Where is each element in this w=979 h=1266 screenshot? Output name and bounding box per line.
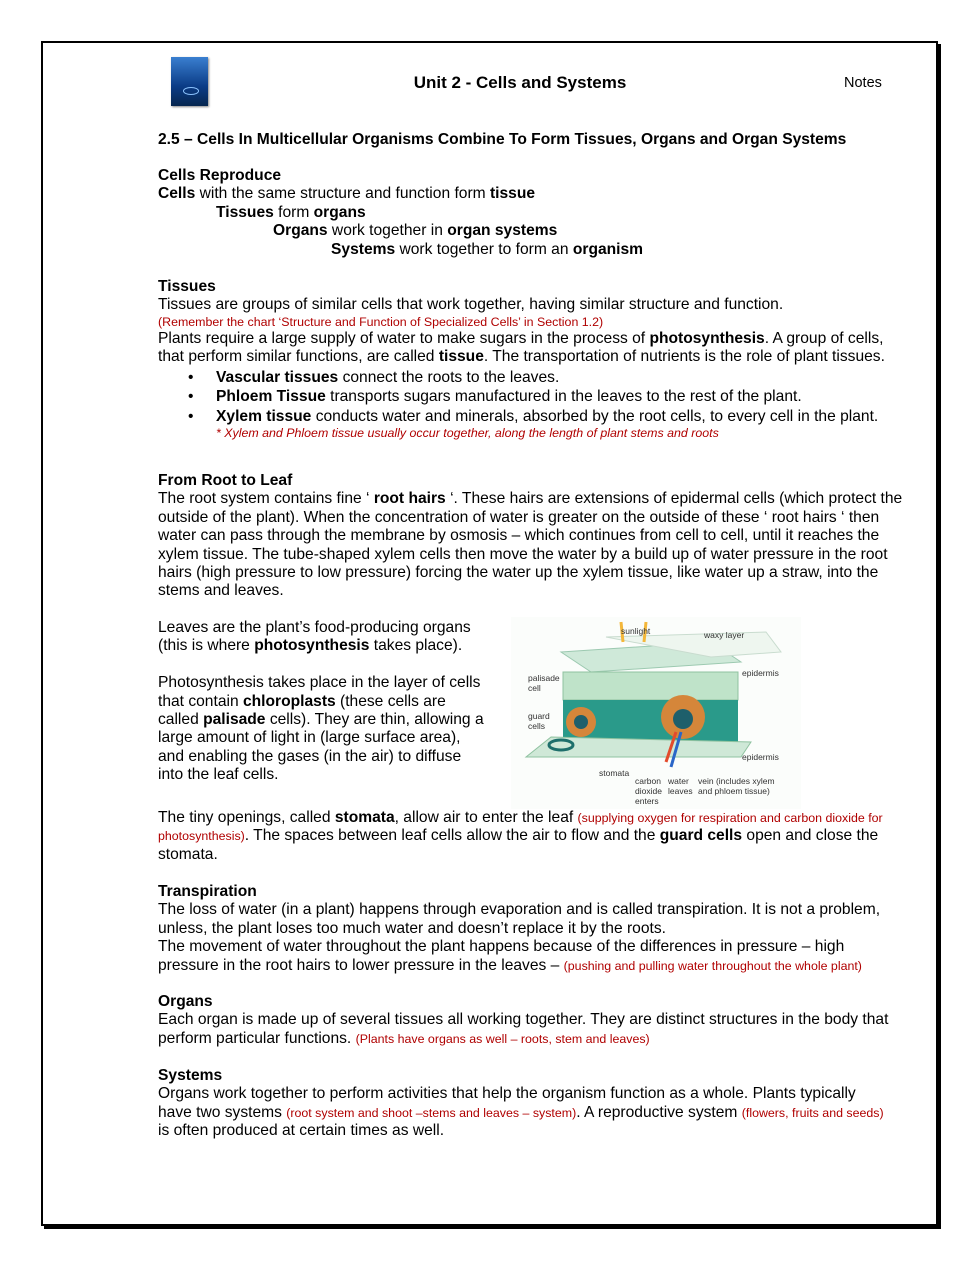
text: photosynthesis xyxy=(254,637,370,655)
text: palisade cell xyxy=(528,673,560,693)
text: * Xylem and Phloem tissue usually occur together, along the length of plant stems and roots xyxy=(216,426,719,441)
text: sunlight xyxy=(621,626,651,636)
text: (these cells are called xyxy=(158,692,446,729)
text: , allow air to enter the leaf xyxy=(394,809,578,826)
text: Organs work together to perform activities that help the organism function as a whole. Plants typically have two systems xyxy=(158,1085,856,1121)
text: Transpiration xyxy=(158,883,257,900)
notes-label: Notes xyxy=(844,75,882,91)
text: . A group of cells, that perform similar functions, are called xyxy=(158,329,884,366)
text: transports sugars manufactured in the leaves to the rest of the plant. xyxy=(325,388,802,406)
leaf-cross-section-diagram xyxy=(511,617,801,809)
text: carbon dioxide enters xyxy=(635,776,662,806)
text: Each organ is made up of several tissues all working together. They are distinct structures in the body that perform particular functions. xyxy=(158,1011,889,1047)
text: cells). They are thin, allowing a large amount of light in (large surface area), and enabling the gases (in the air) to diffuse into the leaf cells. xyxy=(158,711,484,784)
text: root hairs xyxy=(373,490,446,508)
text: stomata xyxy=(334,809,395,826)
page-title: Unit 2 - Cells and Systems xyxy=(413,73,627,92)
text: . The transportation of nutrients is the role of plant tissues. xyxy=(483,348,885,366)
text: From Root to Leaf xyxy=(158,472,293,489)
cells-reproduce xyxy=(158,167,908,259)
text: guard cells xyxy=(659,827,743,845)
text: vein (includes xylem and phloem tissue) xyxy=(698,776,775,796)
text: Phloem Tissue xyxy=(216,388,326,406)
text: work together to form an xyxy=(395,240,573,258)
text: The tiny openings, called xyxy=(158,809,335,826)
text: (Remember the chart ‘Structure and Function of Specialized Cells’ in Section 1.2) xyxy=(158,314,604,329)
list-item xyxy=(216,368,908,388)
organs-section xyxy=(158,993,898,1048)
text: (flowers, fruits and seeds) xyxy=(741,1105,884,1120)
text: . A reproductive system xyxy=(576,1103,742,1121)
text: palisade xyxy=(203,711,266,729)
text: organism xyxy=(572,240,644,258)
text: The movement of water throughout the plant happens because of the differences in pressure – high pressure in the root hairs to lower pressure in the leaves – xyxy=(158,938,845,974)
text: Systems xyxy=(158,1067,223,1084)
text: takes place). xyxy=(369,637,463,655)
text: Tissues xyxy=(216,203,274,221)
text: work together in xyxy=(327,222,448,240)
text: Tissues are groups of similar cells that work together, having similar structure and function. xyxy=(158,296,784,314)
text: Leaves are the plant’s food-producing organs (this is where xyxy=(158,619,471,655)
section-heading: 2.5 – Cells In Multicellular Organisms Combine To Form Tissues, Organs and Organ Systems xyxy=(158,131,847,148)
list-item xyxy=(216,387,908,407)
text: (supplying oxygen for respiration and carbon dioxide for photosynthesis) xyxy=(158,811,883,844)
text: photosynthesis xyxy=(649,329,765,347)
text: Photosynthesis takes place in the layer of cells that contain xyxy=(158,674,481,710)
transpiration-section xyxy=(158,883,908,975)
text: epidermis xyxy=(742,668,779,678)
text: The root system contains fine ‘ xyxy=(158,490,374,508)
text: organ systems xyxy=(447,222,558,240)
text: Organs xyxy=(273,222,328,240)
text: open and close the stomata. xyxy=(158,827,879,863)
subheading: Cells Reproduce xyxy=(158,167,282,184)
text: form xyxy=(273,203,314,221)
text: stomata xyxy=(599,768,630,778)
list-item xyxy=(216,407,908,427)
text: Plants require a large supply of water to make sugars in the process of xyxy=(158,329,650,347)
text: . The spaces between leaf cells allow the air to flow and the xyxy=(244,827,660,845)
text: with the same structure and function form xyxy=(195,185,490,203)
text: organs xyxy=(313,203,366,221)
text: Organs xyxy=(158,993,213,1010)
text: connect the roots to the leaves. xyxy=(338,368,560,386)
leaves-text xyxy=(158,619,488,785)
root-section xyxy=(158,472,908,601)
text: is often produced at certain times as well. xyxy=(158,1122,445,1140)
text: Xylem tissue xyxy=(216,407,312,425)
text: (Plants have organs as well – roots, stem and leaves) xyxy=(355,1031,650,1046)
text: tissue xyxy=(489,185,536,203)
stomata-paragraph xyxy=(158,809,906,864)
text: guard cells xyxy=(528,711,550,731)
text: chloroplasts xyxy=(242,692,336,710)
text: water leaves xyxy=(668,776,693,796)
tissues-section xyxy=(158,278,908,440)
text: ‘. These hairs are extensions of epidermal cells (which protect the outside of the plant). When the concentration of water is greater on the outside of these ‘ root hairs ‘ then water can pass through the membrane by osmosis – which continues from cell to cell, until it reaches the xylem tissue. The tube-shaped xylem cells then move the water by a build up of water pressure in the root hairs (high pressure to low pressure) forcing the water up the xylem tissue, like water up a straw, into the stems and leaves. xyxy=(158,490,903,600)
text: The loss of water (in a plant) happens through evaporation and is called transpiration. It is not a problem, unless, the plant loses too much water and doesn’t replace it by the roots. xyxy=(158,901,881,937)
text: epidermis xyxy=(742,752,779,762)
text: waxy layer xyxy=(704,630,745,640)
text: Vascular tissues xyxy=(216,368,339,386)
text: Cells xyxy=(158,185,196,203)
systems-section xyxy=(158,1067,893,1141)
text: (root system and shoot –stems and leaves – system) xyxy=(286,1105,577,1120)
text: tissue xyxy=(438,348,484,366)
text: (pushing and pulling water throughout the whole plant) xyxy=(563,958,862,973)
text: Systems xyxy=(331,240,396,258)
text: Tissues xyxy=(158,278,216,295)
text: conducts water and minerals, absorbed by the root cells, to every cell in the plant. xyxy=(311,407,879,425)
